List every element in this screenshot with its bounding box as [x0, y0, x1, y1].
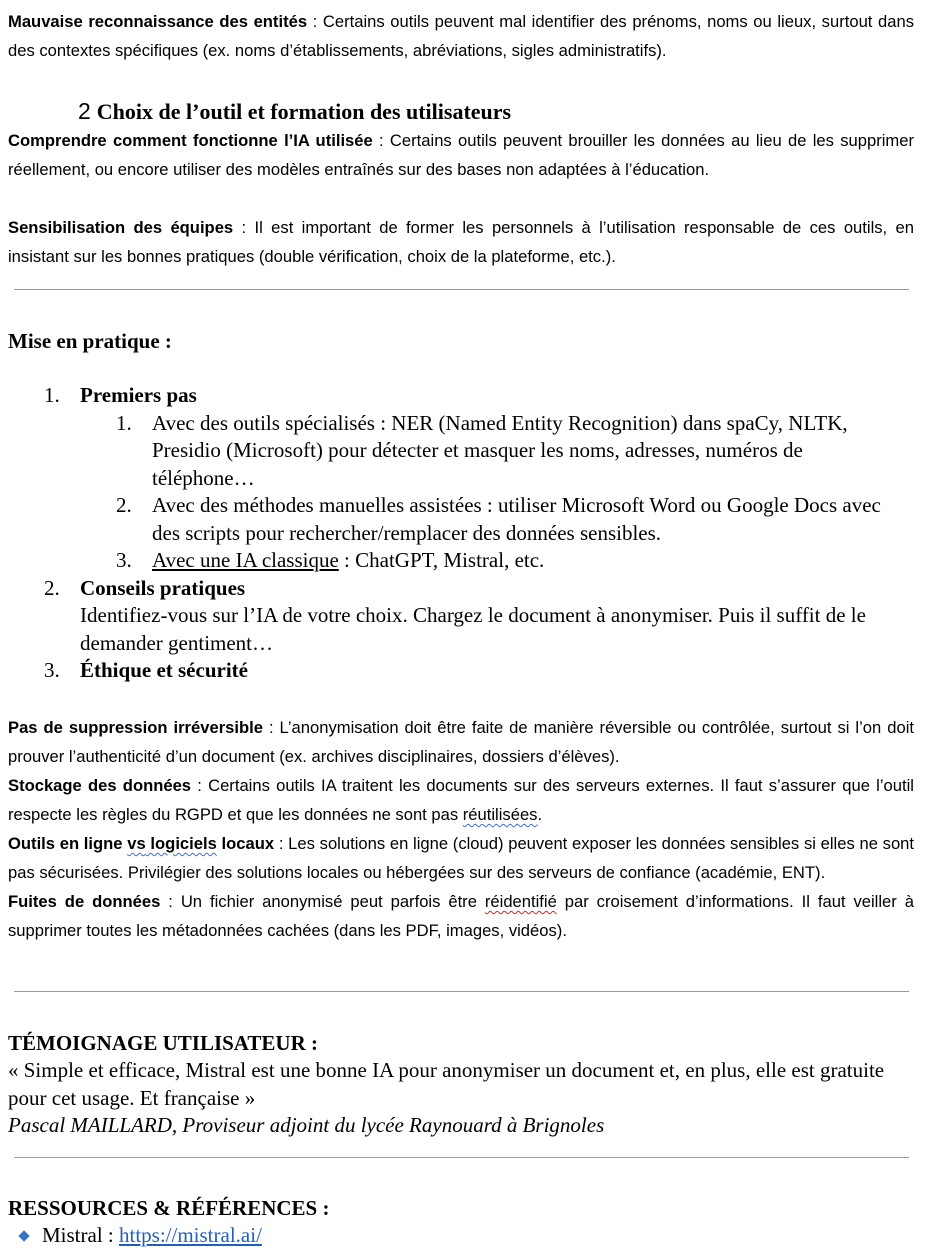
numbered-list [0, 382, 928, 685]
paragraph-label: Stockage des données [8, 776, 192, 795]
paragraph-text: : Certains outils peuvent brouiller les données au lieu de les supprimer réellement, ou encore utiliser des modèles entraînés sur des bases non adaptées à l’éducation. [8, 131, 914, 179]
paragraph-label: locaux [216, 834, 275, 853]
grammar-marked-word: réutilisées [462, 805, 538, 824]
horizontal-divider [14, 1157, 909, 1158]
resource-label: Mistral : [42, 1223, 119, 1247]
list-item-text: Identifiez-vous sur l’IA de votre choix. Chargez le document à anonymiser. Puis il suffit de le demander gentiment… [80, 603, 866, 655]
paragraph-label: Fuites de données [8, 892, 161, 911]
list-number: 3. [116, 548, 132, 572]
paragraph-understanding-ai [8, 126, 914, 184]
sub-list-item [0, 547, 928, 575]
list-item-title: Conseils pratiques [80, 575, 246, 600]
grammar-marked-word: vs [127, 834, 146, 853]
paragraph-online-vs-local [8, 829, 914, 887]
paragraph-text: : Certains outils peuvent mal identifier des prénoms, noms ou lieux, surtout dans des contextes spécifiques (ex. noms d’établissements, abréviations, sigles administratifs). [8, 12, 914, 60]
list-item [0, 382, 928, 410]
sub-list-text: Avec des outils spécialisés : NER (Named Entity Recognition) dans spaCy, NLTK, Presidio (Microsoft) pour détecter et masquer les noms, adresses, numéros de téléphone… [152, 410, 848, 490]
sub-list-text: : ChatGPT, Mistral, etc. [338, 548, 545, 572]
practice-heading: Mise en pratique : [8, 329, 172, 353]
list-number: 1. [44, 383, 60, 407]
testimony-author: Pascal MAILLARD, Proviseur adjoint du lycée Raynouard à Brignoles [8, 1113, 605, 1137]
list-item-title: Premiers pas [80, 383, 197, 407]
resources-heading: RESSOURCES & RÉFÉRENCES : [8, 1196, 330, 1220]
section-heading [78, 96, 511, 127]
underlined-text: Avec une IA classique [152, 548, 339, 572]
paragraph-label: Comprendre comment fonctionne l’IA utilisée [8, 131, 373, 150]
paragraph-end: . [537, 805, 543, 824]
list-number: 1. [116, 410, 132, 435]
resource-list-item [18, 1222, 262, 1250]
ethics-paragraphs [0, 713, 928, 945]
paragraph-label: Sensibilisation des équipes [8, 218, 234, 237]
sub-list-item [0, 410, 928, 493]
paragraph-label: Mauvaise reconnaissance des entités [8, 12, 308, 31]
paragraph-entity-recognition [8, 7, 914, 65]
mistral-link[interactable]: https://mistral.ai/ [119, 1223, 262, 1247]
section-title: Choix de l’outil et formation des utilisateurs [96, 99, 512, 124]
list-item [0, 575, 928, 658]
paragraph-data-storage [8, 771, 914, 829]
paragraph-team-awareness [8, 213, 914, 271]
testimony-heading: TÉMOIGNAGE UTILISATEUR : [8, 1031, 318, 1055]
paragraph-label: Outils en ligne [8, 834, 128, 853]
paragraph-text: par croisement d’informations. Il faut veiller à supprimer toutes les métadonnées cachées (dans les PDF, images, vidéos). [8, 892, 914, 940]
paragraph-text: : Les solutions en ligne (cloud) peuvent exposer les données sensibles si elles ne sont pas sécurisées. Privilégier des solutions locales ou hébergées sur des serveurs de confiance (académie, ENT). [8, 834, 915, 882]
paragraph-text: : Certains outils IA traitent les documents sur des serveurs externes. Il faut s’assurer que l’outil respecte les règles du RGPD et que les données ne sont pas [8, 776, 914, 824]
sub-list-text: Avec des méthodes manuelles assistées : utiliser Microsoft Word ou Google Docs avec des scripts pour rechercher/remplacer des données sensibles. [152, 493, 881, 545]
testimony-quote: « Simple et efficace, Mistral est une bonne IA pour anonymiser un document et, en plus, elle est gratuite pour cet usage. Et française » [8, 1058, 885, 1110]
horizontal-divider [14, 289, 909, 290]
list-item [0, 657, 928, 685]
list-number: 2. [116, 493, 132, 517]
list-item-title: Éthique et sécurité [80, 658, 248, 682]
section-number: 2 [78, 98, 91, 124]
spelling-marked-word: réidentifié [484, 892, 557, 911]
paragraph-no-deletion [8, 713, 914, 771]
horizontal-divider [14, 991, 909, 992]
paragraph-text: : Un fichier anonymisé peut parfois être [160, 892, 485, 911]
paragraph-text: : L’anonymisation doit être faite de manière réversible ou contrôlée, surtout si l’on doit prouver l’authenticité d’un document (ex. archives disciplinaires, dossiers d’élèves). [8, 718, 914, 766]
sub-list-item [0, 492, 928, 547]
diamond-bullet-icon [18, 1230, 29, 1241]
paragraph-data-leaks [8, 887, 914, 945]
grammar-marked-word: logiciels [145, 834, 217, 853]
list-number: 2. [44, 575, 60, 600]
paragraph-text: : Il est important de former les personnels à l’utilisation responsable de ces outils, en insistant sur les bonnes pratiques (double vérification, choix de la plateforme, etc.). [8, 218, 915, 266]
list-number: 3. [44, 658, 60, 682]
paragraph-label: Pas de suppression irréversible [8, 718, 263, 737]
